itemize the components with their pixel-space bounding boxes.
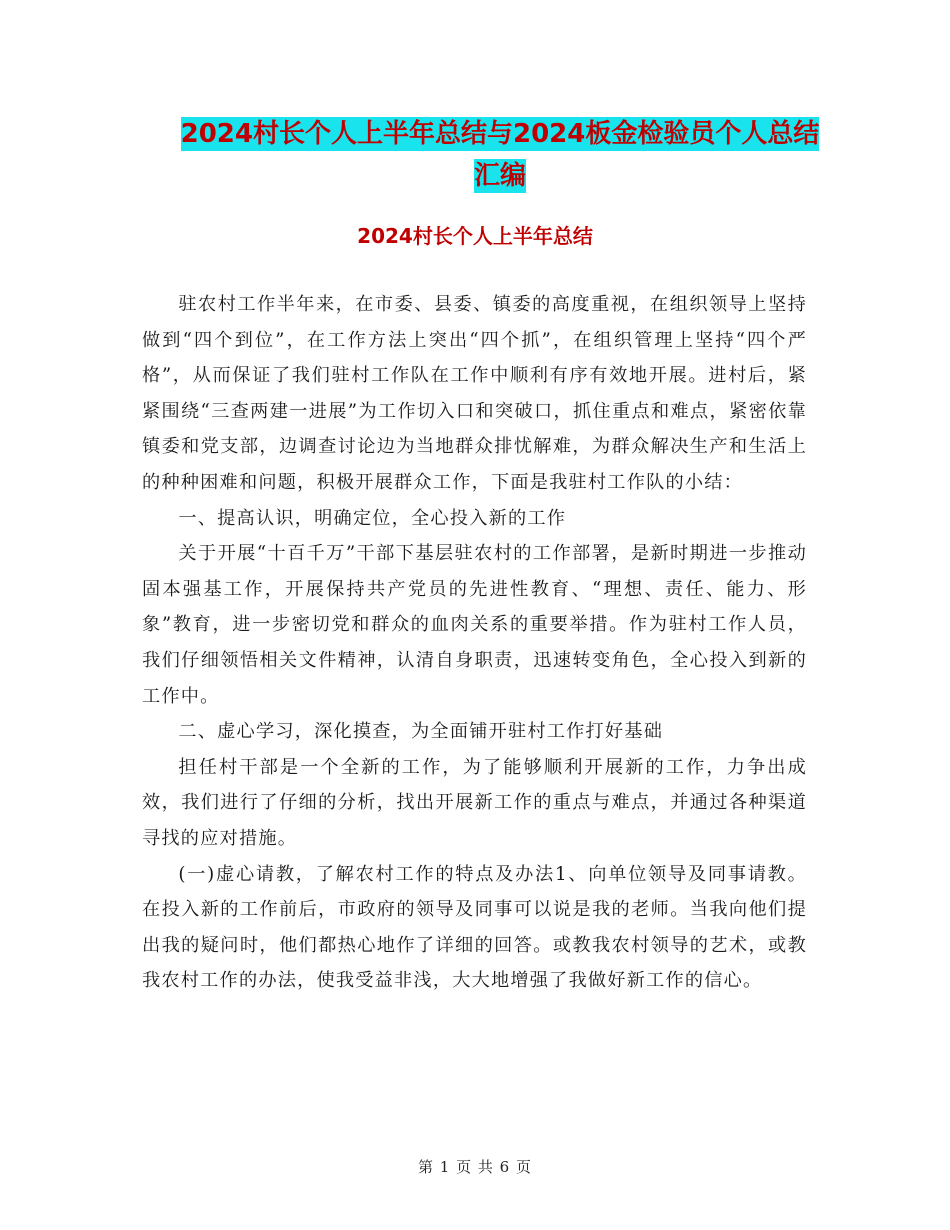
title-highlight: 2024村长个人上半年总结与2024板金检验员个人总结	[180, 119, 820, 149]
section-title: 2024村长个人上半年总结	[357, 224, 593, 248]
paragraph: 驻农村工作半年来，在市委、县委、镇委的高度重视，在组织领导上坚持做到“四个到位”，在工作方法上突出“四个抓”，在组织管理上坚持“四个严格”，从而保证了我们驻村工作队在工作中顺利有序有效地开展。进村后，紧紧围绕“三查两建一进展”为工作切入口和突破口，抓住重点和难点，紧密依靠镇委和党支部，边调查讨论边为当地群众排忧解难，为群众解决生产和生活上的种种困难和问题，积极开展群众工作，下面是我驻村工作队的小结：	[142, 294, 807, 493]
paragraph: (一)虚心请教，了解农村工作的特点及办法1、向单位领导及同事请教。在投入新的工作前后，市政府的领导及同事可以说是我的老师。当我向他们提出我的疑问时，他们都热心地作了详细的回答。或教我农村领导的艺术，或教我农村工作的办法，使我受益非浅，大大地增强了我做好新工作的信心。	[142, 863, 807, 992]
document-title-line-2	[140, 154, 860, 198]
paragraph-heading: 二、虚心学习，深化摸查，为全面铺开驻村工作打好基础	[178, 721, 664, 743]
page-number: 第 1 页 共 6 页	[418, 1158, 532, 1176]
document-body	[142, 287, 807, 999]
paragraph: 关于开展“十百千万”干部下基层驻农村的工作部署，是新时期进一步推动固本强基工作，开展保持共产党员的先进性教育、“理想、责任、能力、形象”教育，进一步密切党和群众的血肉关系的重要举措。作为驻村工作人员，我们仔细领悟相关文件精神，认清自身职责，迅速转变角色，全心投入到新的工作中。	[142, 543, 807, 707]
title-highlight: 汇编	[473, 161, 526, 191]
paragraph-heading: 一、提高认识，明确定位，全心投入新的工作	[178, 507, 567, 529]
paragraph: 担任村干部是一个全新的工作，为了能够顺利开展新的工作，力争出成效，我们进行了仔细的分析，找出开展新工作的重点与难点，并通过各种渠道寻找的应对措施。	[142, 756, 807, 849]
document-title-line-1	[140, 112, 860, 156]
page-footer	[0, 1156, 950, 1177]
